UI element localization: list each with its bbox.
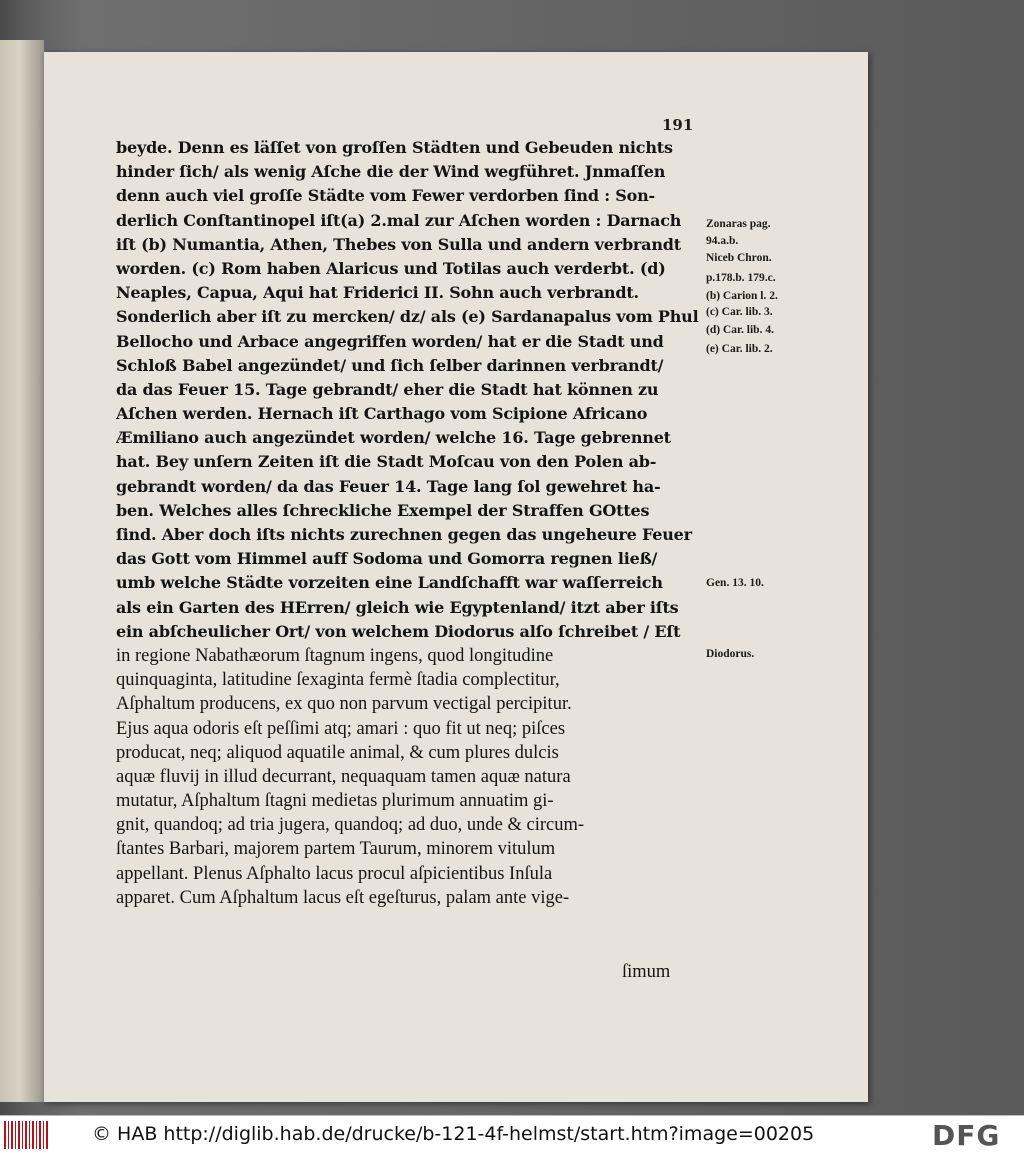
marginal-note: (d) Car. lib. 4. — [706, 324, 774, 336]
text-line: Bellocho und Arbace angegriffen worden/ hat er die Stadt und — [116, 331, 664, 351]
text-line: producat, neq; aliquod aquatile animal, & cum plures dulcis — [116, 742, 559, 763]
marginal-note: 94.a.b. — [706, 235, 739, 247]
text-line: Sonderlich aber iſt zu mercken/ dz/ als (e) Sardanapalus vom Phul — [116, 307, 699, 327]
text-line: hat. Bey unſern Zeiten iſt die Stadt Moſcau von den Polen ab- — [116, 452, 657, 472]
text-line: aquæ fluvij in illud decurrant, nequaquam tamen aquæ natura — [116, 766, 571, 787]
text-line: das Gott vom Himmel auff Sodoma und Gomorra regnen ließ/ — [116, 549, 658, 569]
text-line: worden. (c) Rom haben Alaricus und Totilas auch verderbt. (d) — [116, 258, 666, 278]
hab-barcode-icon — [4, 1121, 48, 1149]
body-text — [116, 136, 706, 910]
source-link[interactable]: © HAB http://diglib.hab.de/drucke/b-121-4f-helmst/start.htm?image=00205 — [92, 1123, 815, 1145]
dfg-logo: DFG — [932, 1119, 1001, 1152]
text-line: als ein Garten des HErren/ gleich wie Egyptenland/ itzt aber iſts — [116, 597, 679, 617]
marginal-note: Niceb Chron. — [706, 252, 772, 264]
catchword: ſimum — [622, 962, 671, 982]
text-line: appellant. Plenus Aſphalto lacus procul aſpicientibus Inſula — [116, 863, 553, 884]
text-line: Schloß Babel angezündet/ und ſich ſelber darinnen verbrandt/ — [116, 355, 664, 375]
text-line: gnit, quandoq; ad tria jugera, quandoq; ad duo, unde & circum- — [116, 815, 585, 836]
text-line: Æmiliano auch angezündet worden/ welche 16. Tage gebrennet — [116, 428, 671, 448]
text-line: quinquaginta, latitudine ſexaginta fermè ſtadia complectitur, — [116, 670, 560, 691]
marginal-note: Diodorus. — [706, 648, 755, 660]
text-line: ſtantes Barbari, majorem partem Taurum, minorem vitulum — [116, 839, 556, 860]
text-line: denn auch viel groſſe Städte vom Fewer verdorben ſind : Son- — [116, 186, 655, 206]
text-line: Aſphaltum producens, ex quo non parvum vectigal percipitur. — [116, 694, 572, 715]
marginal-note: (e) Car. lib. 2. — [706, 343, 773, 355]
marginal-note: Zonaras pag. — [706, 218, 771, 230]
text-line: umb welche Städte vorzeiten eine Landſchafft war waſſerreich — [116, 573, 663, 593]
text-line: mutatur, Aſphaltum ſtagni medietas plurimum annuatim gi- — [116, 791, 554, 812]
marginal-note: (b) Carion l. 2. — [706, 290, 778, 302]
marginal-note: Gen. 13. 10. — [706, 577, 764, 589]
text-line: iſt (b) Numantia, Athen, Thebes von Sulla und andern verbrandt — [116, 234, 681, 254]
marginal-note: p.178.b. 179.c. — [706, 272, 776, 284]
previous-page-edge — [0, 40, 44, 1102]
text-line: hinder ſich/ als wenig Aſche die der Wind wegführet. Jnmaſſen — [116, 162, 666, 182]
text-line: Ejus aqua odoris eſt peſſimi atq; amari : quo fit ut neq; piſces — [116, 718, 566, 739]
marginal-note: (c) Car. lib. 3. — [706, 306, 773, 318]
text-line: beyde. Denn es läſſet von groſſen Städten und Gebeuden nichts — [116, 138, 673, 157]
text-line: da das Feuer 15. Tage gebrandt/ eher die Stadt hat können zu — [116, 379, 659, 399]
text-line: in regione Nabathæorum ſtagnum ingens, quod longitudine — [116, 645, 554, 666]
text-line: ben. Welches alles ſchreckliche Exempel der Straffen GOttes — [116, 500, 650, 520]
text-line: apparet. Cum Aſphaltum lacus eſt egeſturus, palam ante vige- — [116, 887, 570, 908]
book-page — [44, 52, 868, 1102]
text-line: ein abſcheulicher Ort/ von welchem Diodorus alſo ſchreibet / Eſt — [116, 621, 681, 641]
page-number: 191 — [662, 116, 694, 134]
footer-bar — [0, 1115, 1024, 1153]
text-line: Neaples, Capua, Aqui hat Friderici II. Sohn auch verbrandt. — [116, 283, 639, 303]
text-line: gebrandt worden/ da das Feuer 14. Tage lang ſol gewehret ha- — [116, 476, 661, 496]
text-line: derlich Conſtantinopel iſt(a) 2.mal zur Aſchen worden : Darnach — [116, 210, 682, 230]
text-line: ſind. Aber doch iſts nichts zurechnen gegen das ungeheure Feuer — [116, 525, 692, 544]
text-line: Aſchen werden. Hernach iſt Carthago vom Scipione Africano — [116, 404, 648, 424]
